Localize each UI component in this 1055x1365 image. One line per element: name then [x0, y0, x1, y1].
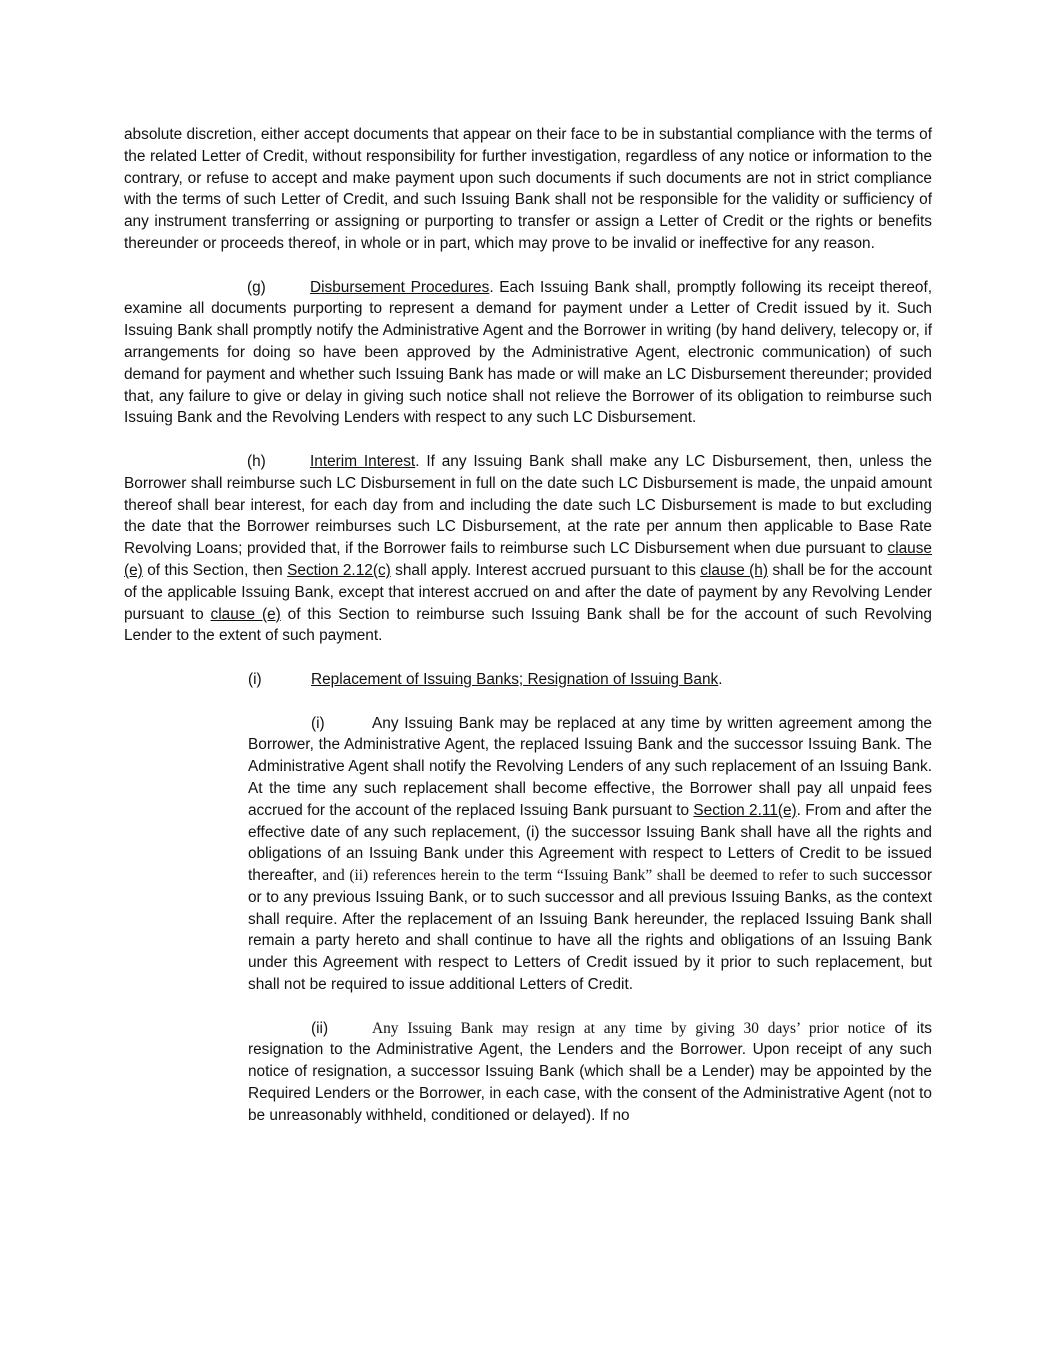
- document-page: [124, 124, 932, 1148]
- section-i-title-end: .: [718, 670, 723, 688]
- section-i-title: Replacement of Issuing Banks; Resignation of Issuing Bank: [311, 670, 719, 688]
- section-g-body: . Each Issuing Bank shall, promptly following its receipt thereof, examine all documents purporting to represent a demand for payment under a Letter of Credit issued by it. Such Issuing Bank shall promptly notify the Administrative Agent and the Borrower in writing (by hand delivery, telecopy or, if arrangements for doing so have been approved by the Administrative Agent, electronic communication) of such demand for payment and whether such Issuing Bank has made or will make an LC Disbursement thereunder; provided that, any failure to give or delay in giving such notice shall not relieve the Borrower of its obligation to reimburse such Issuing Bank and the Revolving Lenders with respect to any such LC Disbursement.: [124, 278, 932, 427]
- section-h-body-5: of this Section to reimburse such Issuing Bank shall be for the account of such Revolving Lender to the extent of such payment.: [124, 605, 932, 645]
- paragraph-continuation: absolute discretion, either accept documents that appear on their face to be in substantial compliance with the terms of the related Letter of Credit, without responsibility for further investigation, regardless of any notice or information to the contrary, or refuse to accept and make payment upon such documents if such documents are not in strict compliance with the terms of such Letter of Credit, and such Issuing Bank shall not be responsible for the validity or sufficiency of any instrument transferring or assigning or purporting to transfer or assign a Letter of Credit or the rights or benefits thereunder or proceeds thereof, in whole or in part, which may prove to be invalid or ineffective for any reason.: [124, 126, 932, 252]
- section-h-body-4: shall be for the account of the applicable Issuing Bank, except that interest accrued on and after the date of payment by any Revolving Lender pursuant to: [124, 561, 932, 623]
- subsection-ii-serif-text: Any Issuing Bank may resign at any time by giving 30 days’ prior notice: [372, 1019, 886, 1037]
- section-i-subsections: [248, 713, 932, 1127]
- subsection-ii-body-1: of its resignation to the Administrative Agent, the Lenders and the Borrower. Upon receipt of any such notice of resignation, a successor Issuing Bank (which shall be a Lender) may be appointed by the Required Lenders or the Borrower, in each case, with the consent of the Administrative Agent (not to be unreasonably withheld, conditioned or delayed). If no: [248, 1019, 932, 1124]
- subsection-i-label: (i): [311, 714, 325, 732]
- cross-reference-link: Section 2.11(e): [693, 801, 797, 819]
- subsection-i-body-1: Any Issuing Bank may be replaced at any time by written agreement among the Borrower, the Administrative Agent, the replaced Issuing Bank and the successor Issuing Bank. The Administrative Agent shall notify the Revolving Lenders of any such replacement of an Issuing Bank. At the time any such replacement shall become effective, the Borrower shall pay all unpaid fees accrued for the account of the replaced Issuing Bank pursuant to: [248, 714, 932, 819]
- section-i-label: (i): [248, 670, 262, 688]
- subsection-i-body-2: . From and after the effective date of any such replacement, (i) the successor Issuing Bank shall have all the rights and obligations of an Issuing Bank under this Agreement with respect to Letters of Credit to be issued thereafter,: [248, 801, 932, 885]
- cross-reference-link: clause (e): [210, 605, 281, 623]
- section-h-body-3: shall apply. Interest accrued pursuant to this: [390, 561, 701, 579]
- cross-reference-link: clause (e): [124, 540, 932, 579]
- subsection-i-body-3: successor or to any previous Issuing Bank, or to such successor and all previous Issuing Banks, as the context shall require. After the replacement of an Issuing Bank hereunder, the replaced Issuing Bank shall remain a party hereto and shall continue to have all the rights and obligations of an Issuing Bank under this Agreement with respect to Letters of Credit issued by it prior to such replacement, but shall not be required to issue additional Letters of Credit.: [248, 867, 932, 994]
- subsection-ii-paragraph: [248, 1018, 932, 1127]
- subsection-i-paragraph: [248, 713, 932, 996]
- subsection-i-serif-text: and (ii) references herein to the term “Issuing Bank” shall be deemed to refer to such: [322, 867, 858, 885]
- section-i-heading: [124, 669, 932, 691]
- section-h-label: (h): [247, 452, 266, 470]
- section-g-label: (g): [247, 278, 266, 296]
- section-h-body-1: . If any Issuing Bank shall make any LC Disbursement, then, unless the Borrower shall reimburse such LC Disbursement in full on the date such LC Disbursement is made, the unpaid amount thereof shall bear interest, for each day from and including the date such LC Disbursement is made to but excluding the date that the Borrower reimburses such LC Disbursement, at the rate per annum then applicable to Base Rate Revolving Loans; provided that, if the Borrower fails to reimburse such LC Disbursement when due pursuant to: [124, 452, 932, 558]
- section-h-paragraph: [124, 451, 932, 647]
- cross-reference-link: clause (h): [700, 561, 768, 579]
- subsection-ii-label: (ii): [311, 1019, 329, 1037]
- cross-reference-link: Section 2.12(c): [287, 561, 391, 579]
- section-h-body-2: of this Section, then: [142, 561, 288, 579]
- section-g-paragraph: [124, 277, 932, 430]
- section-h-title: Interim Interest: [310, 452, 416, 470]
- section-g-title: Disbursement Procedures: [310, 278, 490, 296]
